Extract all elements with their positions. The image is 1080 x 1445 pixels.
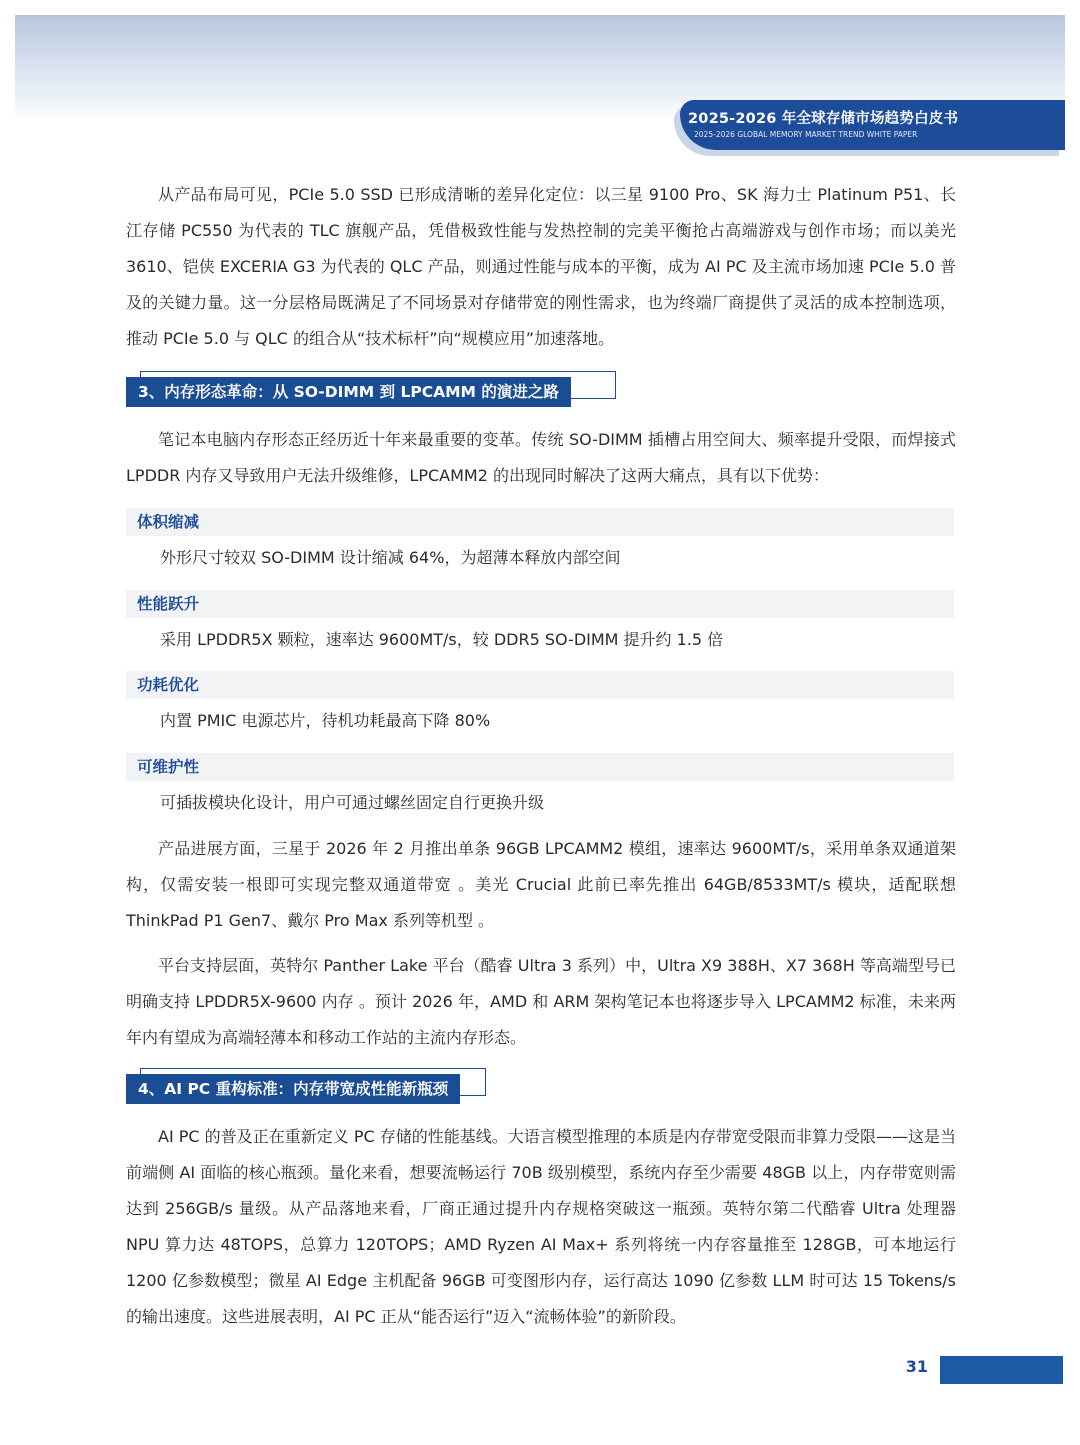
advantage-power-text: 内置 PMIC 电源芯片，待机功耗最高下降 80% <box>160 711 491 730</box>
section-4-heading-label: 4、AI PC 重构标准：内存带宽成性能新瓶颈 <box>126 1074 460 1104</box>
advantage-title: 体积缩减 <box>137 513 200 531</box>
advantage-power-heading <box>126 671 954 699</box>
document-title: 2025-2026 年全球存储市场趋势白皮书 <box>688 111 959 127</box>
section-3-platform-paragraph: 平台支持层面，英特尔 Panther Lake 平台（酷睿 Ultra 3 系列）中，Ultra X9 388H、X7 368H 等高端型号已明确支持 LPDDR5X-9600 内存 。预计 2026 年，AMD 和 ARM 架构笔记本也将逐步导入 LPCAMM2 标准，未来两年内有望成为高端轻薄本和移动工作站的主流内存形态。 <box>126 956 956 1047</box>
section-4-body: AI PC 的普及正在重新定义 PC 存储的性能基线。大语言模型推理的本质是内存带宽受限而非算力受限——这是当前端侧 AI 面临的核心瓶颈。量化来看，想要流畅运行 70B 级别模型，系统内存至少需要 48GB 以上，内存带宽则需达到 256GB/s 量级。从产品落地来看，厂商正通过提升内存规格突破这一瓶颈。英特尔第二代酷睿 Ultra 处理器 NPU 算力达 48TOPS，总算力 120TOPS；AMD Ryzen AI Max+ 系列将统一内存容量推至 128GB，可本地运行 1200 亿参数模型；微星 AI Edge 主机配备 96GB 可变图形内存，运行高达 1090 亿参数 LLM 时可达 15 Tokens/s 的输出速度。这些进展表明，AI PC 正从“能否运行”迈入“流畅体验”的新阶段。 <box>126 1127 956 1326</box>
section-3-intro: 笔记本电脑内存形态正经历近十年来最重要的变革。传统 SO-DIMM 插槽占用空间大、频率提升受限，而焊接式 LPDDR 内存又导致用户无法升级维修，LPCAMM2 的出现同时解决了这两大痛点，具有以下优势： <box>126 430 956 485</box>
section-3-progress-paragraph: 产品进展方面，三星于 2026 年 2 月推出单条 96GB LPCAMM2 模组，速率达 9600MT/s，采用单条双通道架构，仅需安装一根即可实现完整双通道带宽 。美光 Crucial 此前已率先推出 64GB/8533MT/s 模块，适配联想 ThinkPad P1 Gen7、戴尔 Pro Max 系列等机型 。 <box>126 839 956 930</box>
advantage-maintainability-heading <box>126 753 954 781</box>
section-3-heading-label: 3、内存形态革命：从 SO-DIMM 到 LPCAMM 的演进之路 <box>126 377 571 407</box>
page-number: 31 <box>905 1357 928 1376</box>
footer-accent-bar <box>940 1356 1063 1384</box>
advantage-performance-text: 采用 LPDDR5X 颗粒，速率达 9600MT/s，较 DDR5 SO-DIMM 提升约 1.5 倍 <box>160 630 724 649</box>
advantage-title: 功耗优化 <box>137 676 200 694</box>
document-subtitle: 2025-2026 GLOBAL MEMORY MARKET TREND WHITE PAPER <box>694 130 918 139</box>
advantage-performance-heading <box>126 590 954 618</box>
advantage-size-text: 外形尺寸较双 SO-DIMM 设计缩减 64%，为超薄本释放内部空间 <box>160 548 621 567</box>
advantage-maintainability-text: 可插拔模块化设计，用户可通过螺丝固定自行更换升级 <box>160 793 545 812</box>
advantage-title: 性能跃升 <box>137 595 200 613</box>
intro-paragraph: 从产品布局可见，PCIe 5.0 SSD 已形成清晰的差异化定位：以三星 9100 Pro、SK 海力士 Platinum P51、长江存储 PC550 为代表的 TLC 旗舰产品，凭借极致性能与发热控制的完美平衡抢占高端游戏与创作市场；而以美光 3610、铠侠 EXCERIA G3 为代表的 QLC 产品，则通过性能与成本的平衡，成为 AI PC 及主流市场加速 PCIe 5.0 普及的关键力量。这一分层格局既满足了不同场景对存储带宽的刚性需求，也为终端厂商提供了灵活的成本控制选项，推动 PCIe 5.0 与 QLC 的组合从“技术标杆”向“规模应用”加速落地。 <box>126 185 956 348</box>
advantage-title: 可维护性 <box>137 758 200 776</box>
advantage-size-heading <box>126 508 954 536</box>
